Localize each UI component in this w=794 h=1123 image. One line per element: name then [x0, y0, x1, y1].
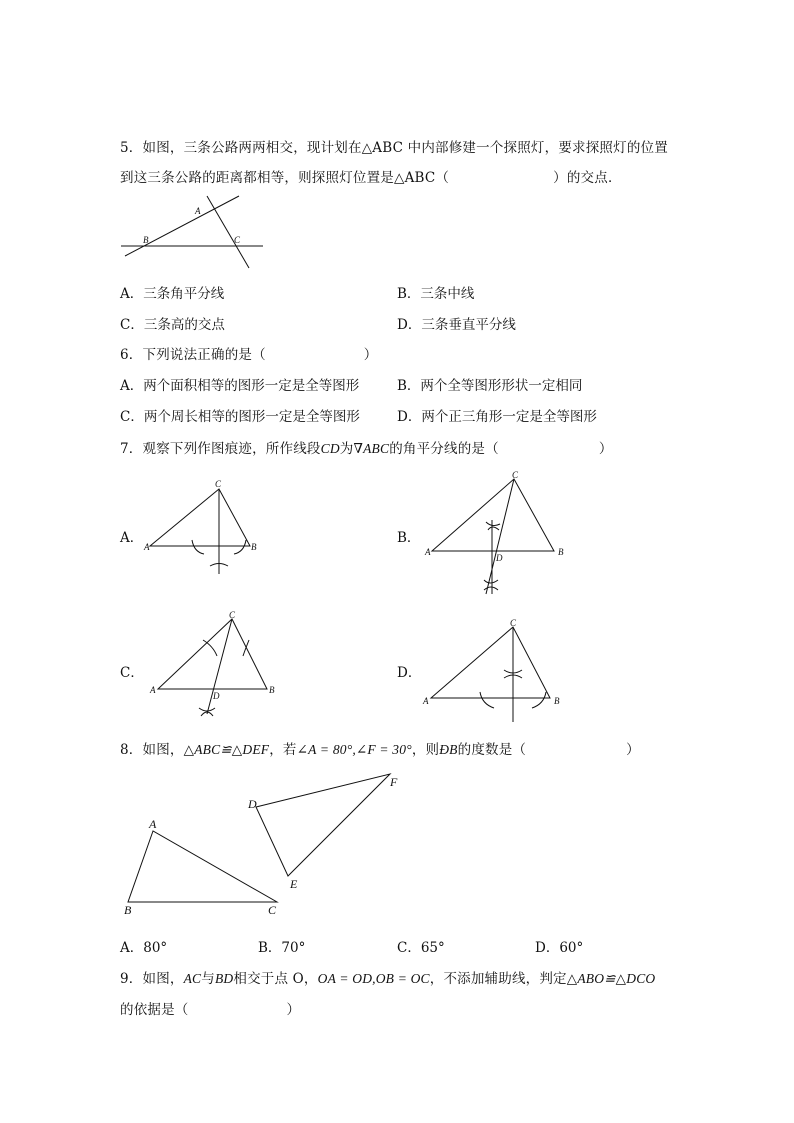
option-letter: C． [397, 940, 421, 956]
construction-arc [488, 527, 499, 530]
q9-text-1a: ．如图， [128, 971, 184, 987]
fig-b-label-c: C [512, 470, 519, 480]
q6-text-1b: ） [363, 347, 378, 363]
option-text: 60° [559, 940, 584, 956]
fig-b-label-a: A [425, 547, 431, 557]
q6-option-c[interactable] [120, 405, 360, 425]
q5-number: 5 [120, 140, 129, 156]
q6-line1 [120, 343, 378, 363]
q8-number: 8 [120, 742, 129, 758]
triangle-abc [128, 831, 277, 902]
q5-line1 [120, 136, 668, 156]
construction-arc [532, 692, 546, 708]
q9-text-1c: 相交于点 O， [233, 971, 318, 987]
q5-label-c: C [234, 235, 241, 245]
fig-a-label-c: C [215, 479, 222, 489]
construction-arc [480, 692, 494, 708]
q5-label-a: A [195, 206, 201, 216]
q6-text-1a: ．下列说法正确的是（ [128, 347, 266, 363]
q7-segment-cd: CD [320, 441, 340, 456]
option-letter: A． [120, 940, 144, 956]
q7-figure-a [140, 478, 270, 578]
q9-equalities: OA = OD,OB = OC [317, 971, 430, 986]
q8-text-1b: ，若 [269, 742, 297, 758]
q5-option-b[interactable] [397, 282, 474, 302]
construction-arc [484, 580, 498, 583]
option-text: 两个全等图形形状一定相同 [420, 378, 583, 394]
fig-c-label-d: D [213, 691, 220, 701]
q8-label-d: D [248, 797, 257, 811]
triangle-abc [431, 627, 550, 698]
triangle-abc [150, 489, 250, 546]
q8-text-1a: ．如图， [128, 742, 184, 758]
q9-text-2a: 的依据是（ [120, 1002, 189, 1018]
q8-option-b[interactable] [258, 936, 305, 956]
option-letter: D． [397, 317, 422, 333]
option-text: 65° [420, 940, 445, 956]
q8-option-c[interactable] [397, 936, 445, 956]
q5-option-d[interactable] [397, 313, 516, 333]
q8-option-a[interactable] [120, 936, 167, 956]
q9-segment-ac: AC [183, 971, 202, 986]
triangle-abc [158, 619, 267, 689]
fig-d-label-a: A [423, 696, 429, 706]
q5-text-2b: ）的交点． [553, 170, 622, 186]
option-text: 两个面积相等的图形一定是全等图形 [143, 378, 360, 394]
q8-angles: ∠A = 80°,∠F = 30° [296, 742, 412, 757]
q8-label-f: F [390, 775, 398, 789]
fig-c-label-a: A [150, 685, 156, 695]
option-letter: C． [120, 409, 144, 425]
q8-label-c: C [268, 903, 277, 917]
q6-option-b[interactable] [397, 374, 582, 394]
q8-congruence: △ABC≌△DEF [183, 742, 270, 757]
q7-figure-b [420, 470, 570, 600]
q5-option-a[interactable] [120, 282, 224, 302]
triangle-def [256, 774, 390, 876]
option-letter: A． [120, 530, 144, 546]
option-letter: C． [120, 317, 144, 333]
q5-text-1: ．如图，三条公路两两相交，现计划在△ABC 中内部修建一个探照灯，要求探照灯的位置 [128, 140, 668, 156]
triangle-abc [432, 479, 554, 551]
segment-cd [486, 479, 514, 594]
q8-label-e: E [290, 877, 298, 891]
q8-text-1e: ） [626, 742, 640, 758]
q8-text-1c: ，则 [411, 742, 440, 758]
construction-arc [486, 522, 500, 526]
q7-text-1c: 的角平分线的是（ [389, 441, 499, 457]
q9-line2 [120, 998, 300, 1018]
q5-figure [115, 190, 275, 270]
option-letter: B． [258, 940, 282, 956]
q5-option-c[interactable] [120, 313, 225, 333]
q9-number: 9 [120, 971, 129, 987]
q6-number: 6 [120, 347, 129, 363]
construction-arc [199, 708, 215, 711]
option-letter: C． [120, 665, 144, 681]
q8-option-d[interactable] [535, 936, 583, 956]
q9-text-2b: ） [286, 1002, 301, 1018]
option-text: 三条高的交点 [143, 317, 225, 333]
option-text: 三条垂直平分线 [421, 317, 516, 333]
fig-d-label-c: C [510, 618, 517, 628]
option-letter: D． [397, 409, 422, 425]
q9-congruence: △ABO≌△DCO [566, 971, 656, 986]
q9-text-1d: ，不添加辅助线，判定 [429, 971, 567, 987]
construction-arc [234, 540, 246, 554]
fig-c-label-b: B [269, 685, 275, 695]
q5-road-ab [125, 196, 239, 256]
q6-option-d[interactable] [397, 405, 597, 425]
q7-figure-d [420, 618, 570, 728]
q8-text-1d: 的度数是（ [457, 742, 527, 758]
option-letter: B． [397, 530, 421, 546]
q7-text-1d: ） [598, 441, 613, 457]
option-text: 两个周长相等的图形一定是全等图形 [143, 409, 360, 425]
q7-text-1b: 为 [339, 441, 354, 457]
option-letter: B． [397, 286, 421, 302]
q8-label-b: B [124, 903, 132, 917]
q7-number: 7 [120, 441, 129, 457]
q8-label-a: A [149, 817, 157, 831]
fig-b-label-d: D [496, 553, 503, 563]
option-letter: B． [397, 378, 421, 394]
q7-text-1a: ．观察下列作图痕迹，所作线段 [128, 441, 321, 457]
q7-option-d[interactable] [397, 661, 421, 681]
q7-line1 [120, 437, 613, 457]
q9-segment-bd: BD [214, 971, 234, 986]
q5-line2 [120, 166, 622, 186]
q9-text-1b: 与 [201, 971, 215, 987]
construction-arc [203, 640, 217, 656]
option-text: 三条角平分线 [143, 286, 225, 302]
option-letter: A． [120, 378, 144, 394]
fig-b-label-b: B [558, 547, 564, 557]
fig-c-label-c: C [229, 610, 236, 620]
option-letter: D． [535, 940, 560, 956]
option-text: 两个正三角形一定是全等图形 [421, 409, 597, 425]
fig-a-label-a: A [144, 542, 150, 552]
option-letter: D． [397, 665, 422, 681]
q7-option-b[interactable] [397, 526, 420, 546]
q6-option-a[interactable] [120, 374, 359, 394]
option-letter: A． [120, 286, 144, 302]
q8-angle-b: ÐB [439, 742, 458, 757]
q9-line1 [120, 967, 655, 987]
q5-label-b: B [143, 235, 149, 245]
option-text: 80° [143, 940, 168, 956]
option-text: 三条中线 [420, 286, 475, 302]
option-text: 70° [281, 940, 306, 956]
q7-figure-c [145, 610, 285, 720]
q8-figure [120, 770, 410, 920]
construction-arc [192, 540, 204, 554]
q7-triangle-abc: ∇ABC [353, 441, 390, 456]
segment-cd [207, 619, 232, 714]
fig-d-label-b: B [554, 696, 560, 706]
construction-arc [484, 587, 498, 590]
q7-option-c[interactable] [120, 661, 144, 681]
q5-text-2a: 到这三条公路的距离都相等，则探照灯位置是△ABC（ [120, 170, 450, 186]
q8-line1 [120, 738, 640, 758]
q5-road-ac [207, 196, 249, 268]
fig-a-label-b: B [251, 542, 257, 552]
